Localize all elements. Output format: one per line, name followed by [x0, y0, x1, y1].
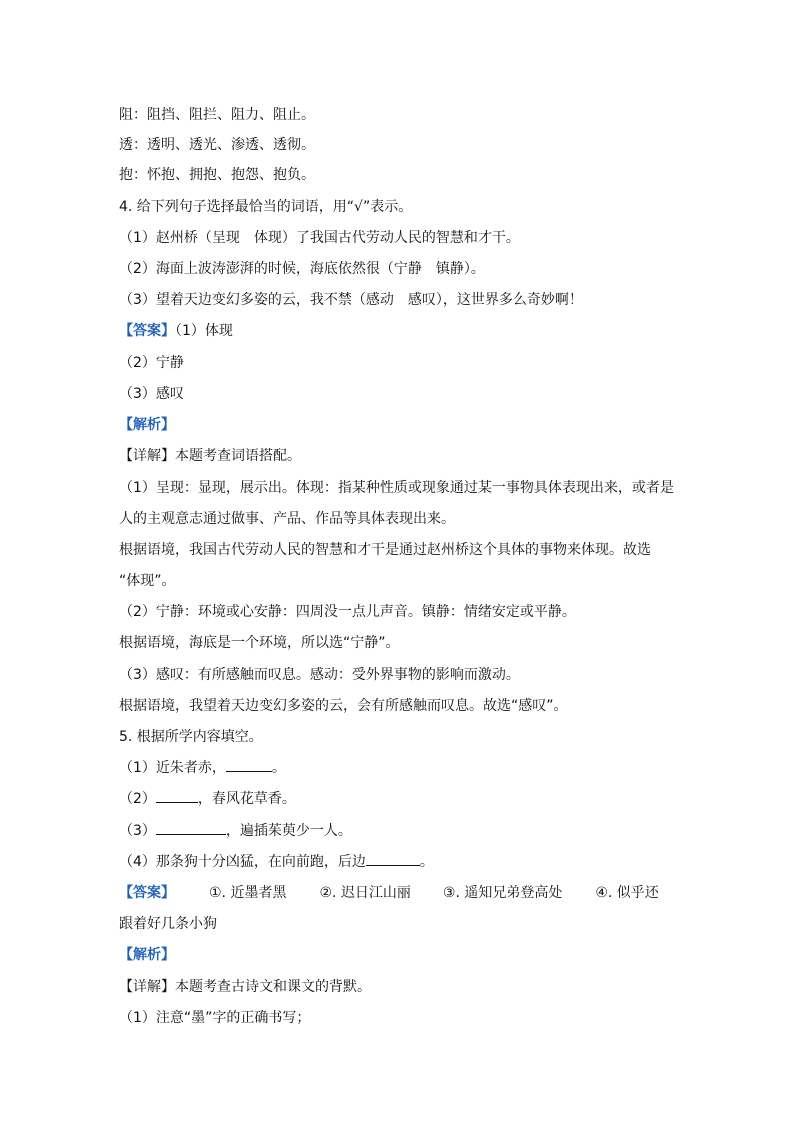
question-item: （3）望着天边变幻多姿的云，我不禁（感动 感叹），这世界多么奇妙啊！	[119, 292, 583, 308]
answer-line: （2）宁静	[119, 355, 184, 371]
fill-blank-suffix: ，遍插茱萸少一人。	[225, 823, 352, 839]
fill-blank-prefix: （4）那条狗十分凶猛，在向前跑，后边	[119, 854, 366, 870]
detail-text: 本题考查词语搭配。	[175, 448, 301, 464]
detail-tag: 【详解】	[119, 979, 175, 995]
explanation-line: 根据语境，我国古代劳动人民的智慧和才干是通过赵州桥这个具体的事物来体现。故选	[119, 542, 651, 558]
explanation-line: “体现”。	[119, 573, 176, 589]
question-item: （2）海面上波涛澎湃的时候，海底依然很（宁静 镇静）。	[119, 261, 485, 277]
answer-tag: 【答案】	[119, 323, 175, 339]
fill-blank	[226, 759, 272, 772]
detail-line	[119, 447, 679, 465]
answer-item: ①. 近墨者黑	[209, 885, 287, 901]
explanation-line: （2）宁静：环境或心安静：四周没一点儿声音。镇静：情绪安定或平静。	[119, 604, 576, 620]
answer-text: （1）体现	[175, 323, 233, 339]
explanation-line: （3）感叹：有所感触而叹息。感动：受外界事物的影响而激动。	[119, 667, 520, 683]
text-line: 阻：阻挡、阻拦、阻力、阻止。	[119, 107, 315, 123]
answer-line: （3）感叹	[119, 386, 184, 402]
answer-line	[119, 322, 679, 340]
detail-text: 本题考查古诗文和课文的背默。	[175, 979, 371, 995]
fill-blank-prefix: （1）近朱者赤，	[119, 760, 226, 776]
answer-line: 跟着好几条小狗	[119, 916, 217, 932]
fill-blank-item	[119, 853, 679, 871]
fill-blank-prefix: （2）	[119, 791, 156, 807]
text-line: 透：透明、透光、渗透、透彻。	[119, 137, 315, 153]
fill-blank	[156, 790, 198, 803]
explanation-line: （1）注意“墨”字的正确书写；	[119, 1010, 311, 1026]
question-item: （1）赵州桥（呈现 体现）了我国古代劳动人民的智慧和才干。	[119, 230, 520, 246]
question-title: 4. 给下列句子选择最恰当的词语，用“√”表示。	[119, 199, 413, 215]
explanation-line: 人的主观意志通过做事、产品、作品等具体表现出来。	[119, 511, 455, 527]
detail-tag: 【详解】	[119, 448, 175, 464]
fill-blank	[156, 822, 226, 835]
fill-blank-item	[119, 790, 679, 808]
fill-blank-prefix: （3）	[119, 823, 156, 839]
analysis-tag: 【解析】	[119, 417, 175, 433]
fill-blank	[366, 853, 420, 866]
answer-item: ③. 遥知兄弟登高处	[442, 885, 563, 901]
answer-line	[119, 884, 679, 902]
fill-blank-suffix: 。	[419, 854, 434, 870]
fill-blank-item	[119, 822, 679, 840]
answer-tag: 【答案】	[119, 885, 175, 901]
text-line: 抱：怀抱、拥抱、抱怨、抱负。	[119, 167, 315, 183]
answer-item: ②. 迟日江山丽	[319, 885, 411, 901]
fill-blank-suffix: 。	[271, 760, 286, 776]
analysis-line	[119, 946, 679, 964]
detail-line	[119, 978, 679, 996]
answer-item: ④. 似乎还	[595, 885, 659, 901]
question-title: 5. 根据所学内容填空。	[119, 729, 263, 745]
analysis-line	[119, 416, 679, 434]
analysis-tag: 【解析】	[119, 947, 175, 963]
fill-blank-item	[119, 759, 679, 777]
explanation-line: 根据语境，海底是一个环境，所以选“宁静”。	[119, 635, 400, 651]
explanation-line: 根据语境，我望着天边变幻多姿的云，会有所感触而叹息。故选“感叹”。	[119, 698, 568, 714]
fill-blank-suffix: ，春风花草香。	[197, 791, 296, 807]
explanation-line: （1）呈现：显现，展示出。体现：指某种性质或现象通过某一事物具体表现出来，或者是	[119, 480, 674, 496]
